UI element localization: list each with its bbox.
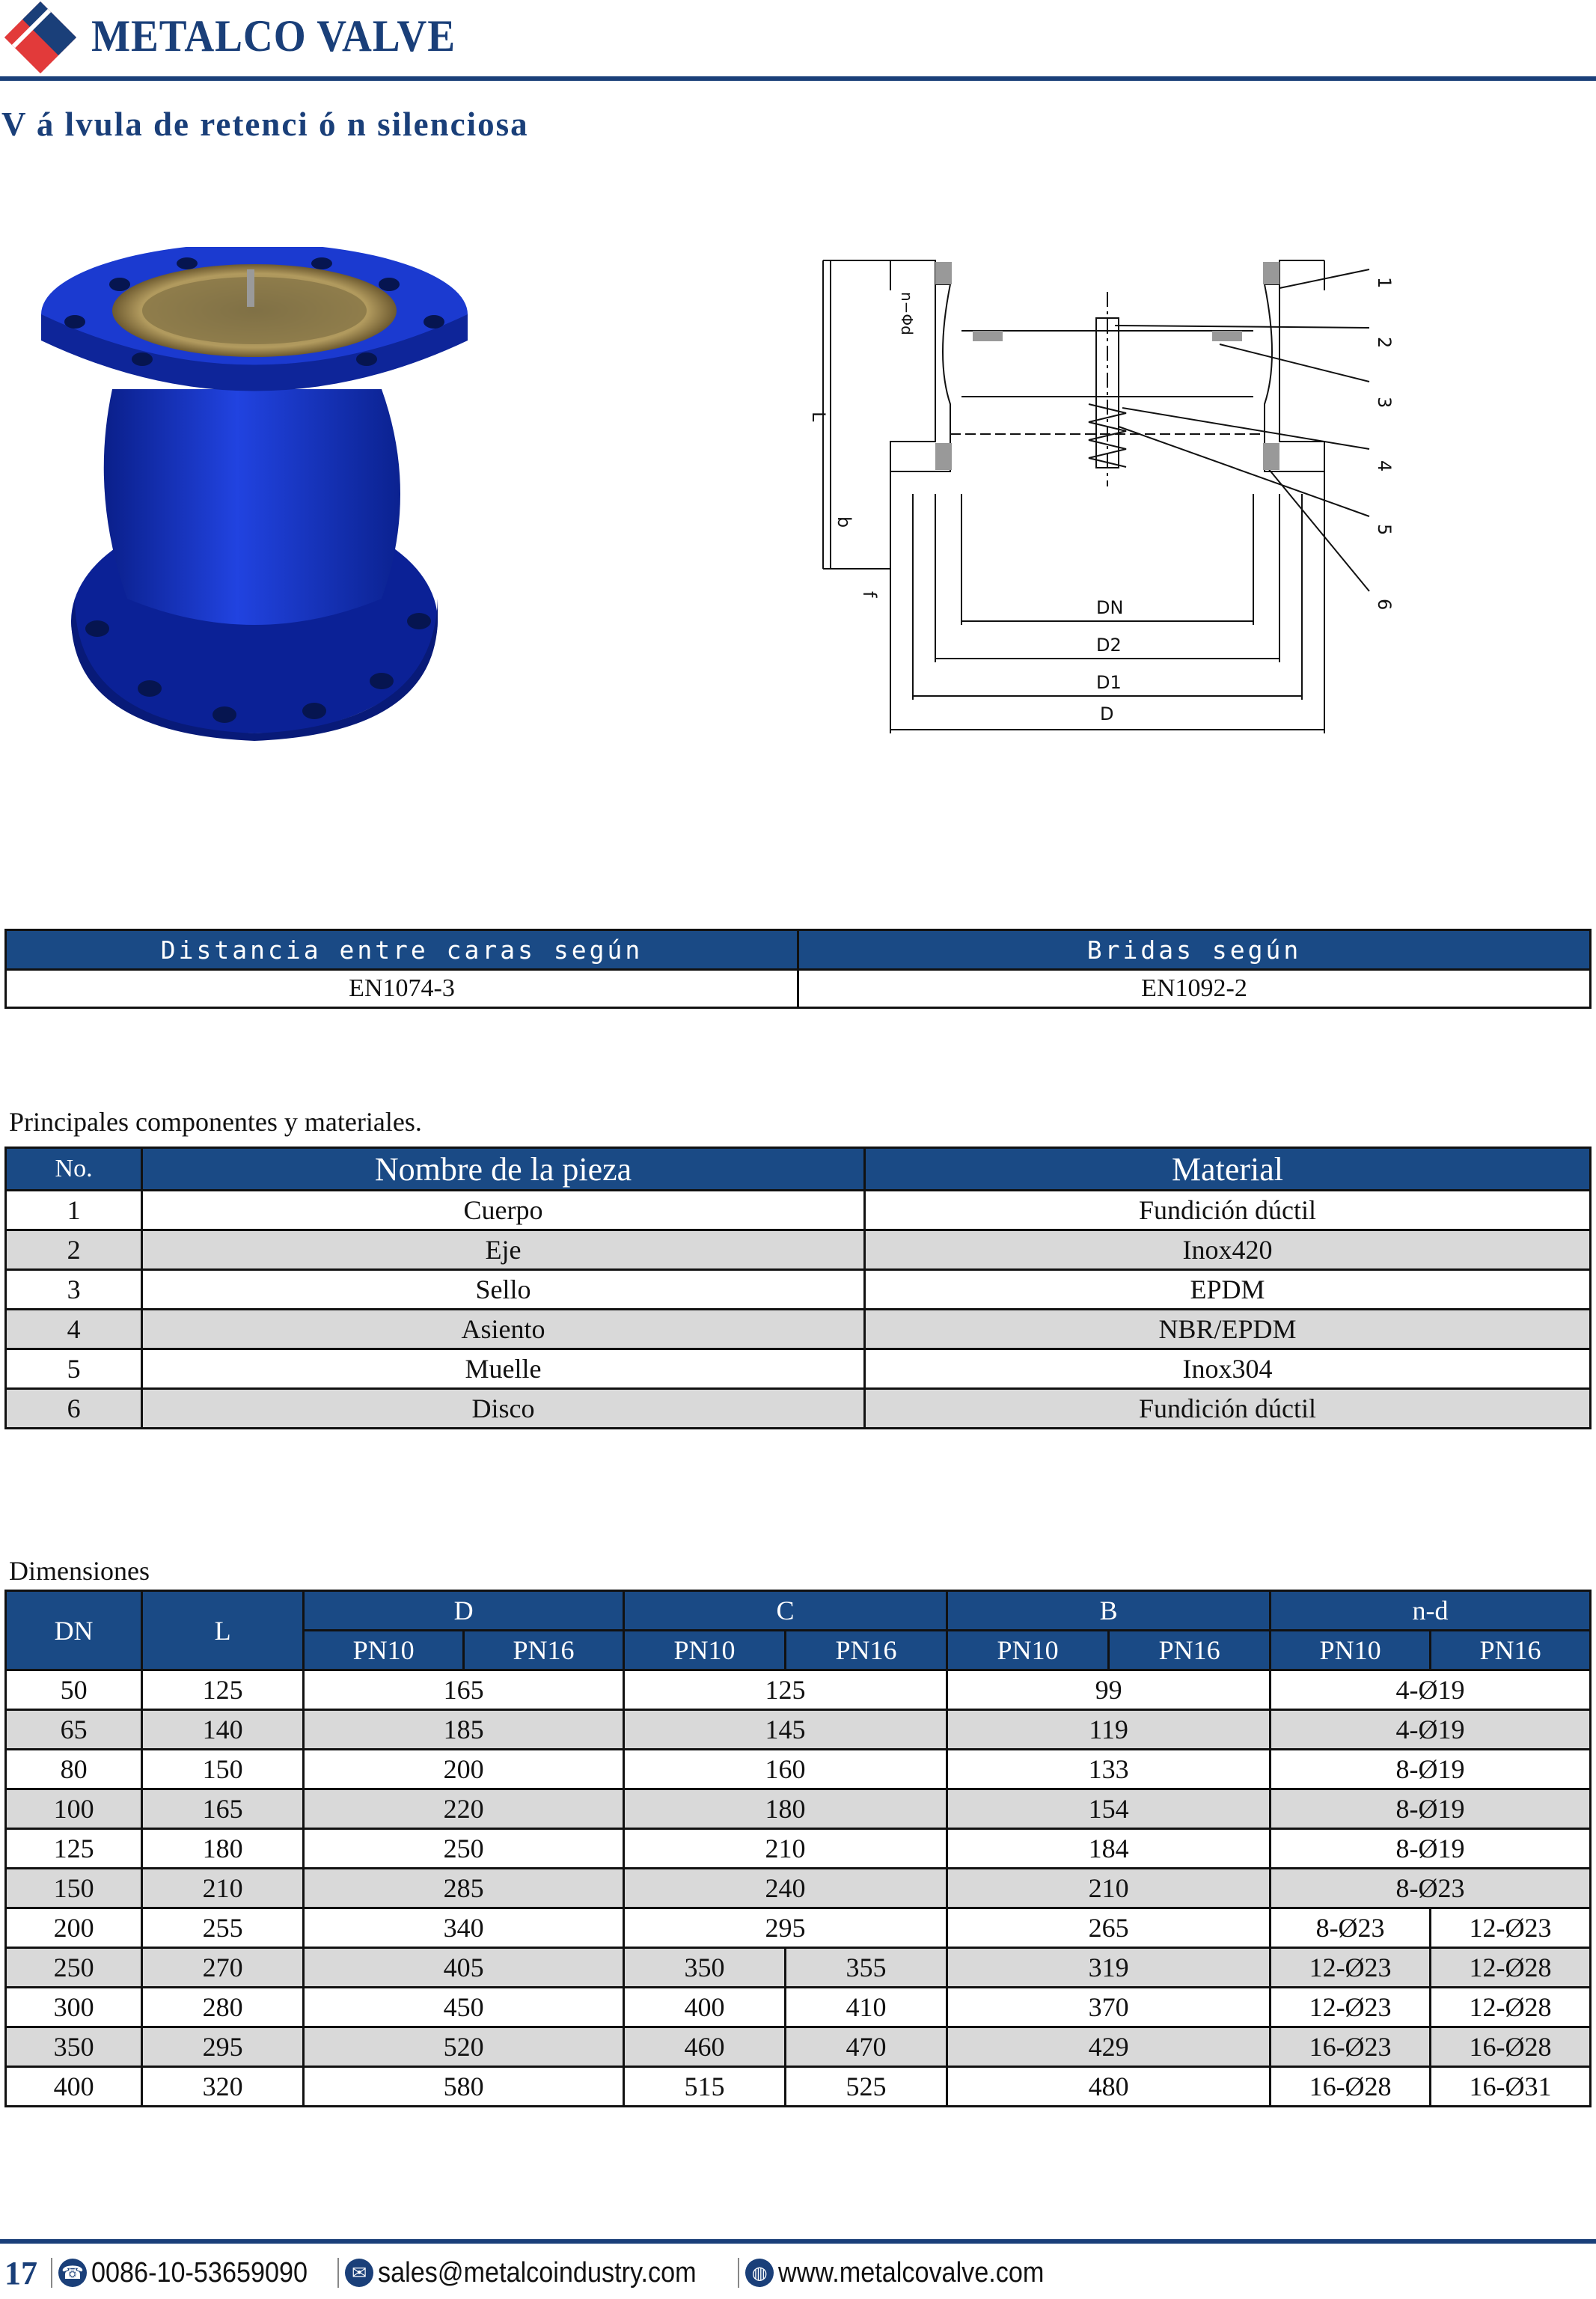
dim-c: 240 bbox=[623, 1869, 947, 1908]
dim-c-pn10: 350 bbox=[623, 1948, 785, 1988]
table-row bbox=[6, 1948, 1591, 1988]
dim-dn: 400 bbox=[6, 2067, 142, 2107]
component-name: Cuerpo bbox=[142, 1191, 865, 1230]
dim-c: 210 bbox=[623, 1829, 947, 1869]
component-material: NBR/EPDM bbox=[864, 1310, 1590, 1349]
dim-b: 133 bbox=[947, 1750, 1271, 1789]
dim-d: 340 bbox=[304, 1908, 624, 1948]
dim-b: 319 bbox=[947, 1948, 1271, 1988]
dim-l: 320 bbox=[142, 2067, 304, 2107]
dim-d: 185 bbox=[304, 1710, 624, 1750]
page-number: 17 bbox=[4, 2254, 37, 2292]
dim-c: 125 bbox=[623, 1670, 947, 1710]
dim-b: 119 bbox=[947, 1710, 1271, 1750]
dim-l: 180 bbox=[142, 1829, 304, 1869]
dim-nd: 8-Ø19 bbox=[1271, 1750, 1591, 1789]
callout-2: 2 bbox=[1374, 337, 1395, 349]
dim-nd-pn16: 12-Ø28 bbox=[1431, 1988, 1591, 2027]
dim-l: 140 bbox=[142, 1710, 304, 1750]
dim-d: 250 bbox=[304, 1829, 624, 1869]
footer-email[interactable]: sales@metalcoindustry.com bbox=[378, 2256, 697, 2289]
email-icon: ✉ bbox=[345, 2259, 373, 2287]
standards-table bbox=[4, 929, 1592, 1009]
dimensions-header-d: D bbox=[304, 1591, 624, 1631]
dim-nd-pn10: 16-Ø23 bbox=[1271, 2027, 1431, 2067]
component-material: Fundición dúctil bbox=[864, 1389, 1590, 1429]
component-material: Inox420 bbox=[864, 1230, 1590, 1270]
footer bbox=[4, 2254, 1074, 2292]
brand-name: METALCO VALVE bbox=[91, 11, 456, 61]
dimensions-header-b: B bbox=[947, 1591, 1271, 1631]
table-row bbox=[6, 1191, 1591, 1230]
dim-dn: 150 bbox=[6, 1869, 142, 1908]
dim-c: 295 bbox=[623, 1908, 947, 1948]
footer-separator bbox=[51, 2258, 52, 2288]
callout-1: 1 bbox=[1374, 277, 1395, 289]
components-section-label: Principales componentes y materiales. bbox=[9, 1107, 422, 1137]
dimensions-header-l: L bbox=[142, 1591, 304, 1670]
component-name: Sello bbox=[142, 1270, 865, 1310]
table-row bbox=[6, 1230, 1591, 1270]
dim-nd: 8-Ø23 bbox=[1271, 1869, 1591, 1908]
dim-dn: 65 bbox=[6, 1710, 142, 1750]
dim-b: 370 bbox=[947, 1988, 1271, 2027]
dim-c-pn16: 525 bbox=[786, 2067, 947, 2107]
page-title: V á lvula de retenci ó n silenciosa bbox=[1, 106, 529, 143]
dim-b: 184 bbox=[947, 1829, 1271, 1869]
dim-b: 99 bbox=[947, 1670, 1271, 1710]
header-divider bbox=[0, 76, 1596, 81]
dim-d: 220 bbox=[304, 1789, 624, 1829]
dim-label-nd: n−Φd bbox=[898, 292, 916, 335]
dim-label-d2: D2 bbox=[1096, 635, 1122, 656]
dimensions-section-label: Dimensiones bbox=[9, 1556, 150, 1586]
dim-dn: 100 bbox=[6, 1789, 142, 1829]
dim-nd: 8-Ø19 bbox=[1271, 1829, 1591, 1869]
table-row bbox=[6, 1389, 1591, 1429]
component-name: Disco bbox=[142, 1389, 865, 1429]
table-row bbox=[6, 1670, 1591, 1710]
dim-nd: 8-Ø19 bbox=[1271, 1789, 1591, 1829]
dim-d: 580 bbox=[304, 2067, 624, 2107]
dimensions-header-dn: DN bbox=[6, 1591, 142, 1670]
dim-d: 200 bbox=[304, 1750, 624, 1789]
dim-nd-pn16: 12-Ø28 bbox=[1431, 1948, 1591, 1988]
dim-label-d1: D1 bbox=[1096, 672, 1122, 693]
dim-c-pn10: 400 bbox=[623, 1988, 785, 2027]
dim-dn: 300 bbox=[6, 1988, 142, 2027]
dimensions-subheader-pn10: PN10 bbox=[623, 1631, 785, 1670]
dim-dn: 200 bbox=[6, 1908, 142, 1948]
components-header-name: Nombre de la pieza bbox=[142, 1148, 865, 1191]
dim-b: 480 bbox=[947, 2067, 1271, 2107]
dimensions-subheader-pn16: PN16 bbox=[464, 1631, 624, 1670]
standards-value-flange: EN1092-2 bbox=[798, 970, 1591, 1008]
dimensions-header-nd: n-d bbox=[1271, 1591, 1591, 1631]
dim-l: 295 bbox=[142, 2027, 304, 2067]
callout-6: 6 bbox=[1374, 599, 1395, 611]
footer-website[interactable]: www.metalcovalve.com bbox=[778, 2256, 1045, 2289]
dim-dn: 350 bbox=[6, 2027, 142, 2067]
valve-section-drawing bbox=[801, 247, 1399, 741]
dim-label-d: D bbox=[1100, 703, 1114, 724]
table-row bbox=[6, 1789, 1591, 1829]
dim-label-b: b bbox=[834, 516, 854, 528]
table-row bbox=[6, 1349, 1591, 1389]
dimensions-subheader-pn10: PN10 bbox=[947, 1631, 1109, 1670]
dim-nd-pn10: 8-Ø23 bbox=[1271, 1908, 1431, 1948]
table-row bbox=[6, 2067, 1591, 2107]
callout-3: 3 bbox=[1374, 397, 1395, 409]
dim-d: 165 bbox=[304, 1670, 624, 1710]
dim-nd: 4-Ø19 bbox=[1271, 1670, 1591, 1710]
dim-dn: 250 bbox=[6, 1948, 142, 1988]
dim-nd-pn16: 16-Ø28 bbox=[1431, 2027, 1591, 2067]
dim-d: 405 bbox=[304, 1948, 624, 1988]
dim-d: 285 bbox=[304, 1869, 624, 1908]
dim-label-dn: DN bbox=[1096, 597, 1124, 618]
dimensions-subheader-pn16: PN16 bbox=[1109, 1631, 1271, 1670]
dim-nd: 4-Ø19 bbox=[1271, 1710, 1591, 1750]
table-row bbox=[6, 1869, 1591, 1908]
standards-value-face: EN1074-3 bbox=[6, 970, 798, 1008]
component-no: 6 bbox=[6, 1389, 142, 1429]
dim-l: 280 bbox=[142, 1988, 304, 2027]
dim-label-f: f bbox=[859, 591, 880, 598]
table-row bbox=[6, 1988, 1591, 2027]
callout-5: 5 bbox=[1374, 524, 1395, 536]
dim-c-pn10: 460 bbox=[623, 2027, 785, 2067]
footer-separator bbox=[738, 2258, 739, 2288]
dim-l: 270 bbox=[142, 1948, 304, 1988]
dim-nd-pn10: 12-Ø23 bbox=[1271, 1948, 1431, 1988]
dim-b: 210 bbox=[947, 1869, 1271, 1908]
component-no: 2 bbox=[6, 1230, 142, 1270]
component-material: Inox304 bbox=[864, 1349, 1590, 1389]
phone-icon: ☎ bbox=[58, 2259, 87, 2287]
dim-dn: 80 bbox=[6, 1750, 142, 1789]
dim-d: 450 bbox=[304, 1988, 624, 2027]
dim-c-pn16: 355 bbox=[786, 1948, 947, 1988]
dimensions-subheader-pn16: PN16 bbox=[1431, 1631, 1591, 1670]
dim-b: 265 bbox=[947, 1908, 1271, 1948]
table-row bbox=[6, 1829, 1591, 1869]
dim-l: 125 bbox=[142, 1670, 304, 1710]
dim-b: 429 bbox=[947, 2027, 1271, 2067]
table-row bbox=[6, 1710, 1591, 1750]
table-row bbox=[6, 1908, 1591, 1948]
dimensions-header-c: C bbox=[623, 1591, 947, 1631]
table-row bbox=[6, 1750, 1591, 1789]
table-row bbox=[6, 2027, 1591, 2067]
footer-separator bbox=[337, 2258, 339, 2288]
dim-c: 145 bbox=[623, 1710, 947, 1750]
dimensions-subheader-pn16: PN16 bbox=[786, 1631, 947, 1670]
dim-nd-pn16: 16-Ø31 bbox=[1431, 2067, 1591, 2107]
dim-c-pn16: 410 bbox=[786, 1988, 947, 2027]
dim-dn: 125 bbox=[6, 1829, 142, 1869]
component-no: 4 bbox=[6, 1310, 142, 1349]
dim-l: 255 bbox=[142, 1908, 304, 1948]
footer-phone: 0086-10-53659090 bbox=[91, 2256, 308, 2289]
dimensions-subheader-pn10: PN10 bbox=[1271, 1631, 1431, 1670]
component-material: EPDM bbox=[864, 1270, 1590, 1310]
callout-4: 4 bbox=[1374, 460, 1395, 472]
dim-c-pn10: 515 bbox=[623, 2067, 785, 2107]
components-table bbox=[4, 1147, 1592, 1429]
dim-nd-pn10: 12-Ø23 bbox=[1271, 1988, 1431, 2027]
valve-product-photo bbox=[30, 247, 524, 748]
dim-l: 165 bbox=[142, 1789, 304, 1829]
dimensions-table bbox=[4, 1590, 1592, 2107]
table-row bbox=[6, 1270, 1591, 1310]
dim-c-pn16: 470 bbox=[786, 2027, 947, 2067]
dimensions-subheader-pn10: PN10 bbox=[304, 1631, 464, 1670]
components-header-no: No. bbox=[6, 1148, 142, 1191]
dim-l: 150 bbox=[142, 1750, 304, 1789]
component-no: 1 bbox=[6, 1191, 142, 1230]
component-no: 3 bbox=[6, 1270, 142, 1310]
dim-d: 520 bbox=[304, 2027, 624, 2067]
globe-icon: ◍ bbox=[745, 2259, 774, 2287]
dim-label-l: L bbox=[808, 412, 829, 422]
dim-c: 160 bbox=[623, 1750, 947, 1789]
dim-l: 210 bbox=[142, 1869, 304, 1908]
standards-header-flange: Bridas según bbox=[798, 930, 1591, 970]
footer-divider bbox=[0, 2239, 1596, 2244]
component-material: Fundición dúctil bbox=[864, 1191, 1590, 1230]
component-name: Muelle bbox=[142, 1349, 865, 1389]
components-header-material: Material bbox=[864, 1148, 1590, 1191]
table-row bbox=[6, 1310, 1591, 1349]
dim-nd-pn10: 16-Ø28 bbox=[1271, 2067, 1431, 2107]
dim-b: 154 bbox=[947, 1789, 1271, 1829]
component-no: 5 bbox=[6, 1349, 142, 1389]
component-name: Eje bbox=[142, 1230, 865, 1270]
component-name: Asiento bbox=[142, 1310, 865, 1349]
dim-dn: 50 bbox=[6, 1670, 142, 1710]
dim-c: 180 bbox=[623, 1789, 947, 1829]
dim-nd-pn16: 12-Ø23 bbox=[1431, 1908, 1591, 1948]
brand-logo-icon bbox=[3, 0, 78, 75]
standards-header-face: Distancia entre caras según bbox=[6, 930, 798, 970]
